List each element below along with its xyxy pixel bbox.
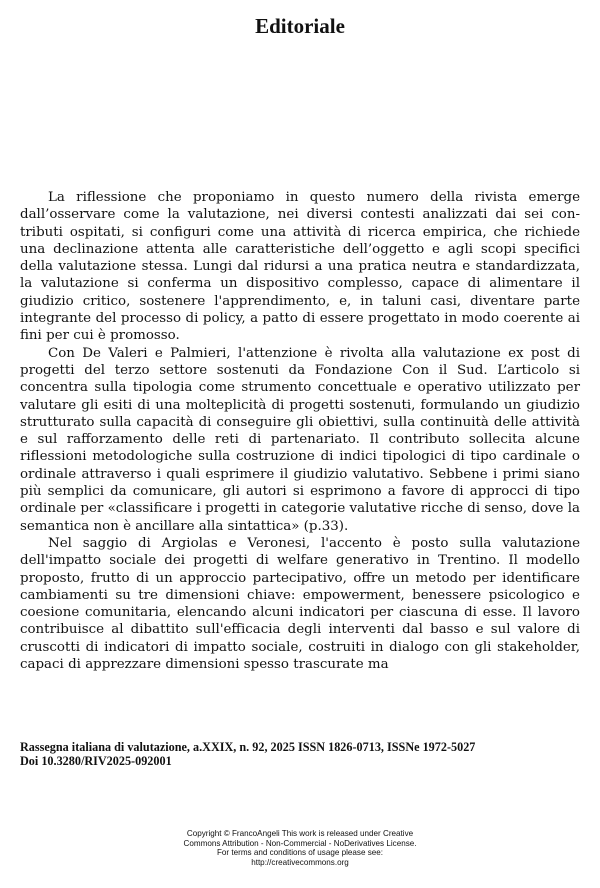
copyright-line-2: Commons Attribution - Non-Commercial - NoDerivatives License.	[183, 838, 417, 848]
citation-issue-line: Rassegna italiana di valutazione, a.XXIX, n. 92, 2025 ISSN 1826-0713, ISSNe 1972-5027	[20, 740, 476, 754]
editorial-body	[20, 189, 580, 673]
copyright-link[interactable]: http://creativecommons.org	[251, 857, 349, 867]
journal-citation	[20, 740, 585, 768]
paragraph-de-valeri-palmieri: Con De Valeri e Palmieri, l'attenzione è rivolta alla valutazione ex post di progetti del terzo settore sostenuti da Fondazione Con il Sud. L’articolo si concentra sulla tipologia come strumento concettuale e operativo utilizzato per valutare gli esiti di una molteplicità di progetti sostenuti, formulando un giudizio strutturato sulla capacità di conseguire gli obiettivi, sulla continuità delle attività e sul rafforzamento delle reti di partenariato. Il contributo sollecita alcune riflessioni metodologiche sulla costruzione di indici tipologici di tipo cardinale o ordinale attraverso i quali esprimere il giudizio valutativo. Sebbene i primi siano più semplici da comunicare, gli autori si esprimono a favore di approcci di tipo ordinale per «classificare i progetti in categorie valutative ricche di senso, dove la semantica non è ancillare alla sintattica» (p.33).	[20, 345, 580, 534]
copyright-line-1: Copyright © FrancoAngeli This work is released under Creative	[186, 829, 414, 838]
paragraph-intro: La riflessione che proponiamo in questo numero della rivista emerge dall’osservare come la valutazione, nei diversi contesti analizzati dai sei contributi ospitati, si configuri come una attività di ricerca empirica, che richiede una declinazione attenta alle caratteristiche dell’oggetto e agli scopi specifici della valutazione stessa. Lungi dal ridursi a una pratica neutra e standardizzata, la valutazione si conferma un dispositivo complesso, capace di alimentare il giudizio critico, sostenere l'apprendimento, e, in taluni casi, diventare parte integrante del processo di policy, a patto di essere progettato in modo coerente ai fini per cui è promosso.	[20, 190, 580, 344]
paragraph-argiolas-veronesi: Nel saggio di Argiolas e Veronesi, l'accento è posto sulla valutazione dell'impatto sociale dei progetti di welfare generativo in Trentino. Il modello proposto, frutto di un approccio partecipativo, offre un metodo per identificare cambiamenti su tre dimensioni chiave: empowerment, benessere psicologico e coesione comunitaria, elencando alcuni indicatori per ciascuna di esse. Il lavoro contribuisce al dibattito sull'efficacia degli interventi dal basso e sul valore di cruscotti di indicatori di impatto sociale, costruiti in dialogo con gli stakeholder, capaci di apprezzare dimensioni spesso trascurate ma	[20, 535, 580, 673]
page-title: Editoriale	[255, 14, 345, 38]
citation-doi-line: Doi 10.3280/RIV2025-092001	[20, 754, 172, 768]
copyright-line-3: For terms and conditions of usage please see:	[216, 848, 384, 858]
copyright-notice	[0, 829, 600, 867]
